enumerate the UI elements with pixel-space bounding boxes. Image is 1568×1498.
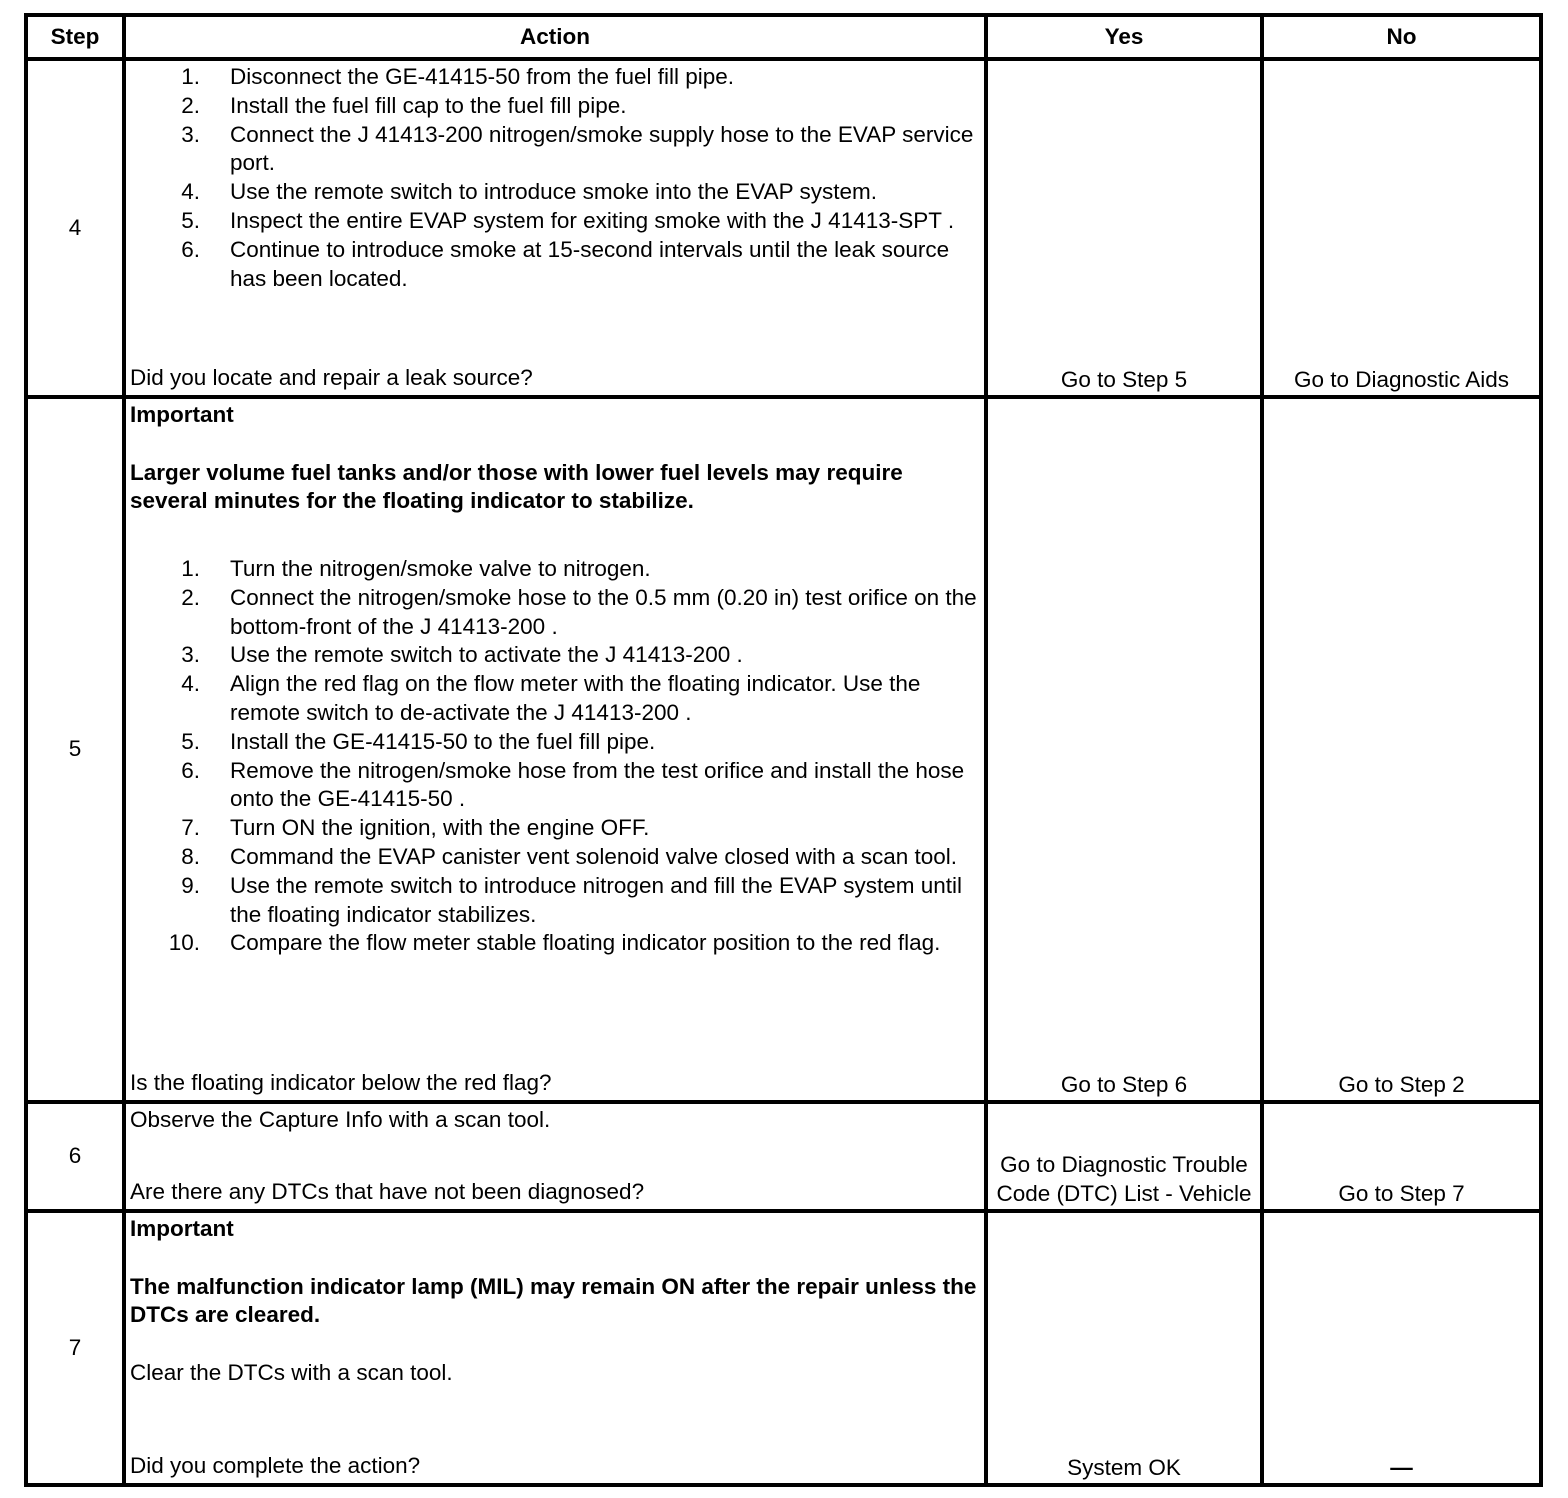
list-item: 5. Inspect the entire EVAP system for exiting smoke with the J 41413-SPT .	[181, 207, 955, 233]
action-cell	[124, 1211, 986, 1485]
list-item: 2. Install the fuel fill cap to the fuel fill pipe.	[181, 92, 627, 118]
yes-result: Go to Step 6	[986, 397, 1262, 1102]
no-result: —	[1262, 1211, 1541, 1485]
list-item: 5. Install the GE-41415-50 to the fuel fill pipe.	[181, 728, 656, 754]
question-text: Did you complete the action?	[130, 1453, 421, 1479]
important-note: Larger volume fuel tanks and/or those with lower fuel levels may require several minutes for the floating indicator to stabilize.	[130, 459, 903, 514]
instruction-text: Observe the Capture Info with a scan tool.	[130, 1107, 551, 1132]
action-cell	[124, 397, 986, 1102]
instruction-text: Clear the DTCs with a scan tool.	[130, 1359, 453, 1385]
table-row-step-7	[26, 1211, 1541, 1485]
list-item: 2. Connect the nitrogen/smoke hose to the 0.5 mm (0.20 in) test orifice on the bottom-front of the J 41413-200 .	[181, 584, 977, 639]
table-row-step-6	[26, 1102, 1541, 1211]
important-note: The malfunction indicator lamp (MIL) may remain ON after the repair unless the DTCs are cleared.	[130, 1273, 977, 1328]
list-item: 10. Compare the flow meter stable floating indicator position to the red flag.	[168, 930, 941, 956]
question-text: Did you locate and repair a leak source?	[130, 365, 533, 391]
question-text: Are there any DTCs that have not been diagnosed?	[130, 1179, 645, 1205]
action-cell	[124, 1102, 986, 1211]
action-cell	[124, 59, 986, 397]
list-item: 8. Command the EVAP canister vent solenoid valve closed with a scan tool.	[181, 843, 958, 869]
step-number: 4	[26, 59, 124, 397]
table-row-step-5	[26, 397, 1541, 1102]
header-step: Step	[26, 15, 124, 59]
yes-result: System OK	[986, 1211, 1262, 1485]
procedure-list	[130, 555, 978, 958]
list-item: 6. Remove the nitrogen/smoke hose from the test orifice and install the hose onto the GE-41415-50 .	[181, 757, 965, 812]
header-row	[26, 15, 1541, 59]
header-action: Action	[124, 15, 986, 59]
step-number: 5	[26, 397, 124, 1102]
question-text: Is the floating indicator below the red flag?	[130, 1070, 552, 1096]
yes-result: Go to Step 5	[986, 59, 1262, 397]
list-item: 6. Continue to introduce smoke at 15-second intervals until the leak source has been located.	[181, 236, 950, 291]
list-item: 1. Turn the nitrogen/smoke valve to nitrogen.	[181, 555, 651, 581]
list-item: 4. Align the red flag on the flow meter with the floating indicator. Use the remote switch to de-activate the J 41413-200 .	[181, 671, 921, 725]
no-result: Go to Step 2	[1262, 397, 1541, 1102]
important-label: Important	[130, 402, 234, 427]
procedure-list	[130, 63, 978, 293]
header-no: No	[1262, 15, 1541, 59]
table-row-step-4	[26, 59, 1541, 397]
list-item: 3. Use the remote switch to activate the J 41413-200 .	[181, 642, 743, 668]
list-item: 9. Use the remote switch to introduce nitrogen and fill the EVAP system until the floating indicator stabilizes.	[181, 872, 963, 927]
list-item: 7. Turn ON the ignition, with the engine OFF.	[181, 815, 650, 841]
list-item: 3. Connect the J 41413-200 nitrogen/smoke supply hose to the EVAP service port.	[181, 121, 974, 176]
diagnostic-table	[24, 13, 1543, 1487]
no-result: Go to Diagnostic Aids	[1262, 59, 1541, 397]
list-item: 1. Disconnect the GE-41415-50 from the fuel fill pipe.	[181, 64, 735, 89]
step-number: 6	[26, 1102, 124, 1211]
step-number: 7	[26, 1211, 124, 1485]
no-result: Go to Step 7	[1262, 1102, 1541, 1211]
yes-result: Go to Diagnostic Trouble Code (DTC) List - Vehicle	[986, 1102, 1262, 1211]
list-item: 4. Use the remote switch to introduce smoke into the EVAP system.	[181, 179, 877, 205]
header-yes: Yes	[986, 15, 1262, 59]
important-label: Important	[130, 1216, 234, 1241]
